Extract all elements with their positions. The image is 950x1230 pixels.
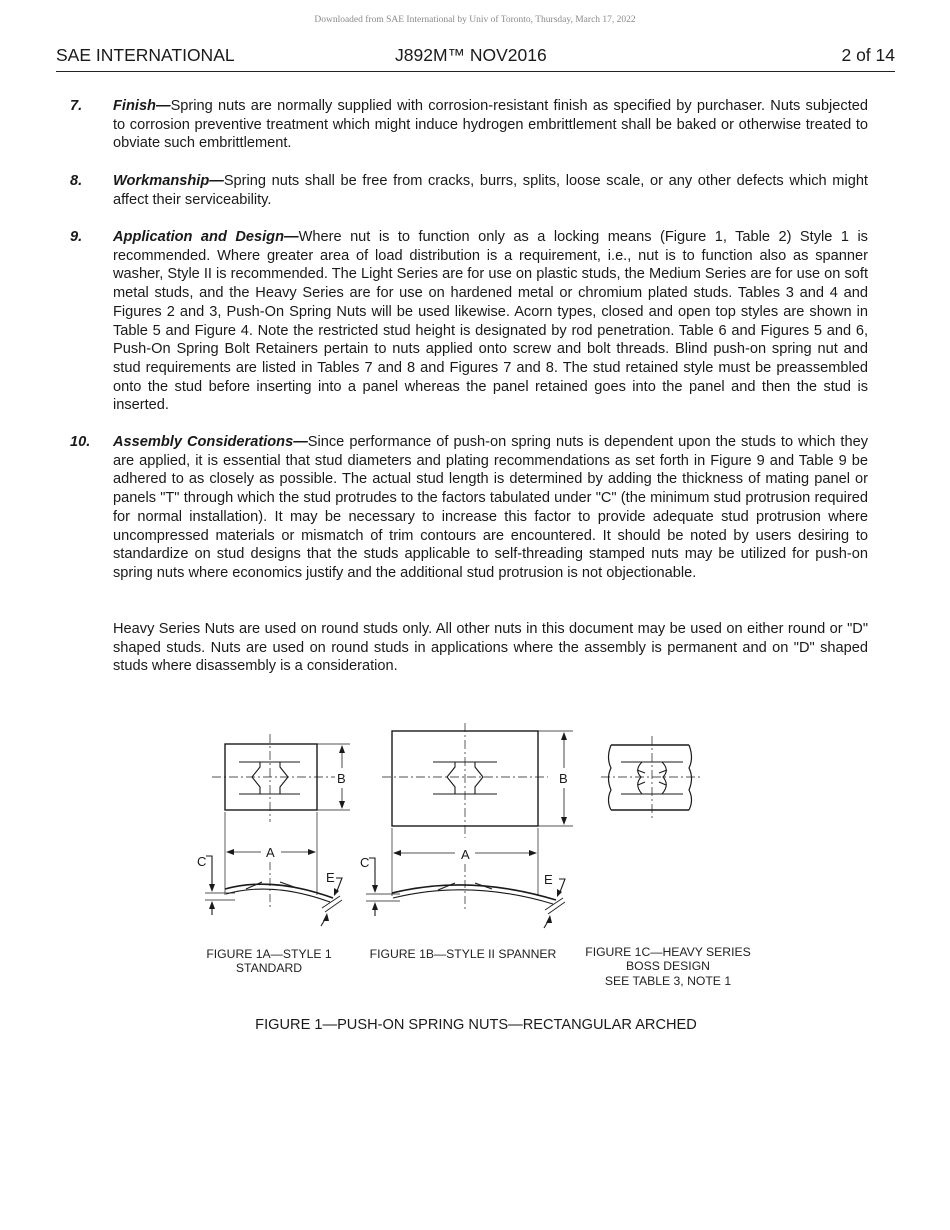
fig1b-dim-e: E	[544, 872, 553, 887]
section-text: Spring nuts shall be free from cracks, burrs, splits, loose scale, or any other defects which might affect their serviceability.	[113, 173, 868, 208]
caption-fig1a-line1: FIGURE 1A—STYLE 1	[206, 947, 332, 961]
section-title: Finish—	[113, 98, 171, 114]
fig1b-top-view	[382, 723, 573, 838]
section-title: Workmanship—	[113, 173, 224, 189]
fig1a-dim-c: C	[197, 854, 207, 869]
caption-fig1a-line2: STANDARD	[235, 961, 303, 976]
fig1b-dim-a: A	[461, 847, 470, 862]
header-doc-id: J892M™ NOV2016	[395, 45, 547, 65]
section-title: Application and Design—	[113, 229, 299, 245]
fig1a-top-view	[212, 734, 350, 822]
caption-fig1c-line2: BOSS DESIGN	[626, 959, 710, 974]
heavy-series-paragraph: Heavy Series Nuts are used on round studs only. All other nuts in this document may be used on either round or "D" shaped studs. Nuts are used on round studs in applications where the assembly is permanent and on "D" shaped studs where disassembly is a consideration.	[113, 621, 868, 675]
fig1a-side-view	[205, 812, 342, 926]
figure-1-title: FIGURE 1—PUSH-ON SPRING NUTS—RECTANGULAR ARCHED	[255, 1017, 697, 1033]
section-text: Since performance of push-on spring nuts is dependent upon the studs to which they are applied, it is essential that stud diameters and plating recommendations as set forth in Figure 9 and Table 9 be adhered to as closely as possible. The actual stud length is determined by adding the thickness of mating panel or panels "T" through which the stud protrudes to the factors tabulated under "C" (the minimum stud protrusion required for normal installation). It may be necessary to increase this factor to provide adequate stud protrusion where uncompressed materials or mismatch of trim contours are encountered. It should be noted by users desiring to standardize on stud designs that the studs applicable to self-threading stamped nuts may be utilized for push-on spring nuts where economics justify and the additional stud protrusion is not objectionable.	[113, 434, 868, 581]
section-number: 8.	[70, 173, 83, 189]
fig1b-dim-c: C	[360, 855, 370, 870]
caption-fig1a	[196, 947, 342, 976]
section-text: Spring nuts are normally supplied with corrosion-resistant finish as specified by purchaser. Nuts subjected to corrosion preventive treatment which might induce hydrogen embrittlement shall be baked or otherwise treated to obviate such embrittlement.	[113, 98, 868, 152]
section-title: Assembly Considerations—	[113, 434, 308, 450]
caption-fig1c-line1: FIGURE 1C—HEAVY SERIES	[585, 945, 751, 959]
header-page-number: 2 of 14	[841, 45, 895, 65]
header-org: SAE INTERNATIONAL	[56, 45, 235, 65]
section-text: Where nut is to function only as a locking means (Figure 1, Table 2) Style 1 is recommended. Where greater area of load distribution is a requirement, i.e., nut is to function also as spanner washer, Style II is recommended. The Light Series are for use on plastic studs, the Medium Series are for use on soft metal studs, and the Heavy Series are for use on hardened metal or chromium plated studs. Tables 3 and 4 and Figures 2 and 3, Push-On Spring Nuts will be used likewise. Acorn types, closed and open top styles are shown in Table 5 and Figure 4. Note the restricted stud height is designated by rod penetration. Table 6 and Figures 5 and 6, Push-On Spring Bolt Retainers pertain to nuts applied onto screw and bolt threads. Blind push-on spring nut and stud requirements are listed in Tables 7 and 8 and Figures 7 and 8. The stud retained style must be preassembled onto the stud before inserting into a panel whereas the panel retained goes into the panel and then the stud is inserted.	[113, 229, 868, 414]
caption-fig1b-line1: FIGURE 1B—STYLE II SPANNER	[369, 947, 557, 961]
fig1b-side-view	[366, 828, 565, 928]
fig1c-boss-design	[601, 736, 702, 820]
caption-fig1c-line3: SEE TABLE 3, NOTE 1	[604, 973, 732, 988]
fig1a-dim-b: B	[337, 771, 346, 786]
fig1b-dim-b: B	[559, 771, 568, 786]
caption-fig1b	[356, 947, 570, 961]
section-number: 10.	[70, 434, 91, 450]
fig1a-dim-e: E	[326, 870, 335, 885]
caption-fig1c	[572, 945, 764, 988]
section-number: 9.	[70, 229, 83, 245]
section-number: 7.	[70, 98, 83, 114]
download-watermark: Downloaded from SAE International by Univ of Toronto, Thursday, March 17, 2022	[314, 15, 636, 25]
fig1a-dim-a: A	[266, 845, 275, 860]
